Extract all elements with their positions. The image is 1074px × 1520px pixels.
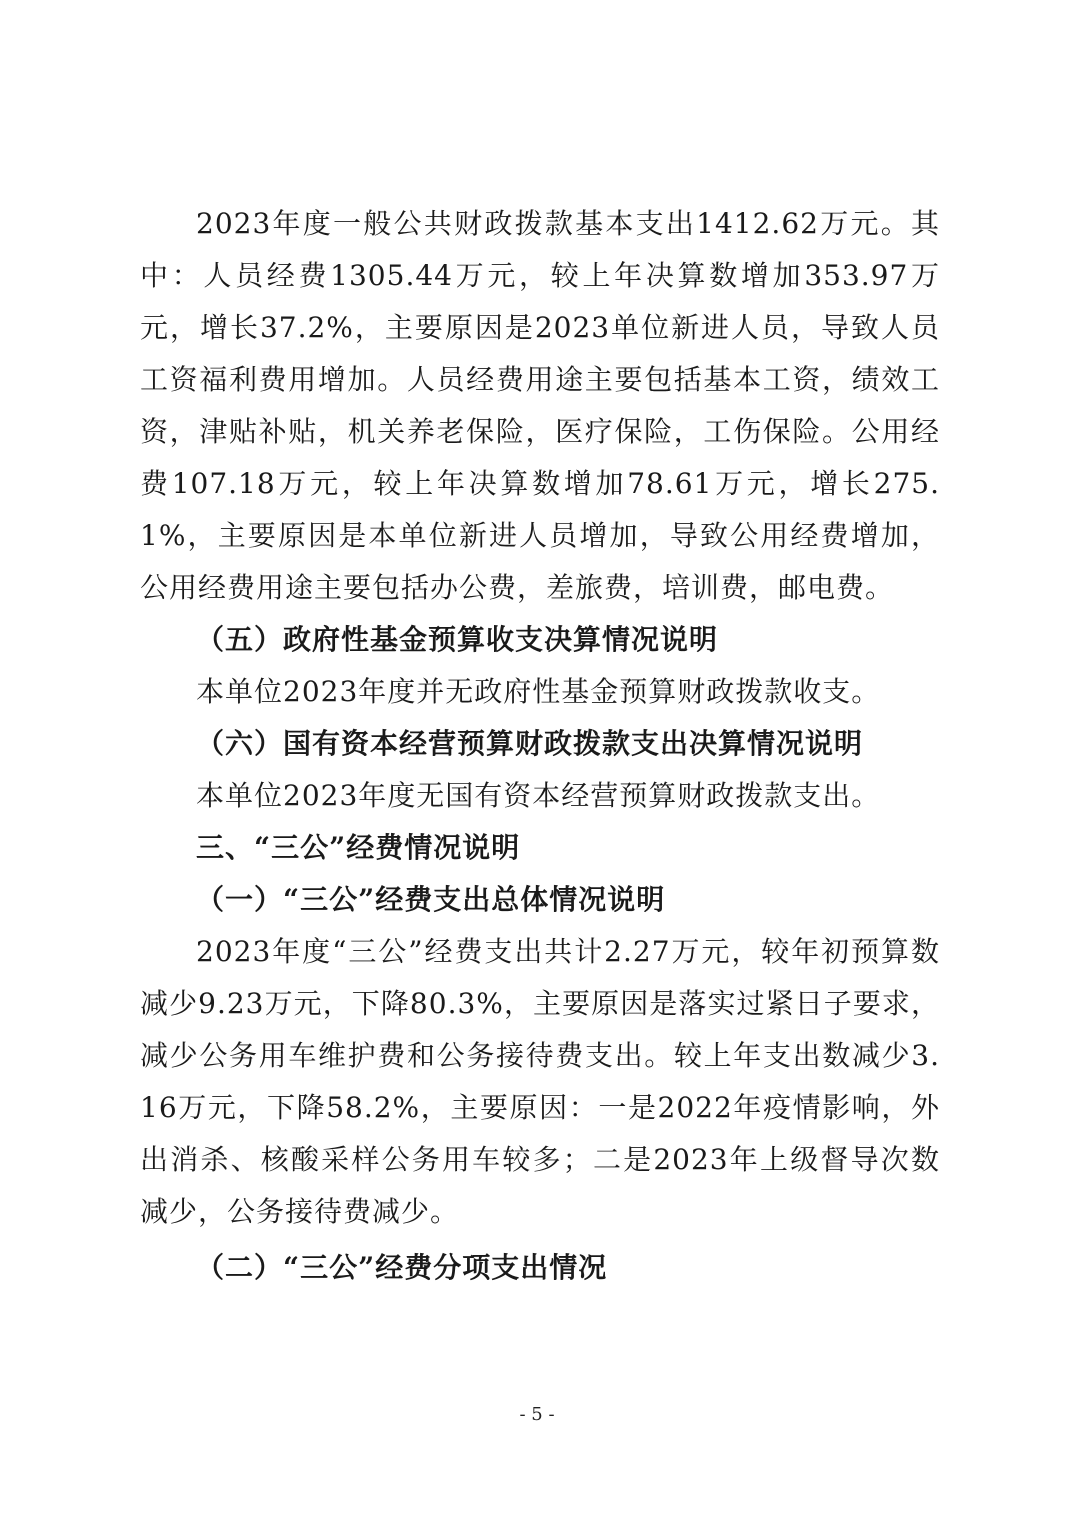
- paragraph-state-capital-none: 本单位2023年度无国有资本经营预算财政拨款支出。: [196, 779, 881, 812]
- section-heading-three-public: 三、“三公”经费情况说明: [196, 831, 521, 864]
- heading-state-capital-budget: （六）国有资本经营预算财政拨款支出决算情况说明: [196, 727, 864, 760]
- heading-three-public-overall: （一）“三公”经费支出总体情况说明: [196, 883, 666, 916]
- heading-three-public-itemized: （二）“三公”经费分项支出情况: [196, 1251, 608, 1284]
- paragraph-government-fund-none: 本单位2023年度并无政府性基金预算财政拨款收支。: [196, 675, 881, 708]
- paragraph-three-public-overall: 2023年度“三公”经费支出共计2.27万元，较年初预算数减少9.23万元，下降80.3%，主要原因是落实过紧日子要求，减少公务用车维护费和公务接待费支出。较上年支出数减少3.16万元，下降58.2%，主要原因：一是2022年疫情影响，外出消杀、核酸采样公务用车较多；二是2023年上级督导次数减少，公务接待费减少。: [140, 935, 940, 1228]
- paragraph-basic-expenditure: 2023年度一般公共财政拨款基本支出1412.62万元。其中：人员经费1305.44万元，较上年决算数增加353.97万元，增长37.2%，主要原因是2023单位新进人员，导致人员工资福利费用增加。人员经费用途主要包括基本工资，绩效工资，津贴补贴，机关养老保险，医疗保险，工伤保险。公用经费107.18万元，较上年决算数增加78.61万元，增长275.1%，主要原因是本单位新进人员增加，导致公用经费增加，公用经费用途主要包括办公费，差旅费，培训费，邮电费。: [140, 207, 940, 604]
- document-body: [140, 198, 940, 1294]
- page-number: - 5 -: [519, 1404, 555, 1425]
- heading-government-fund-budget: （五）政府性基金预算收支决算情况说明: [196, 623, 719, 656]
